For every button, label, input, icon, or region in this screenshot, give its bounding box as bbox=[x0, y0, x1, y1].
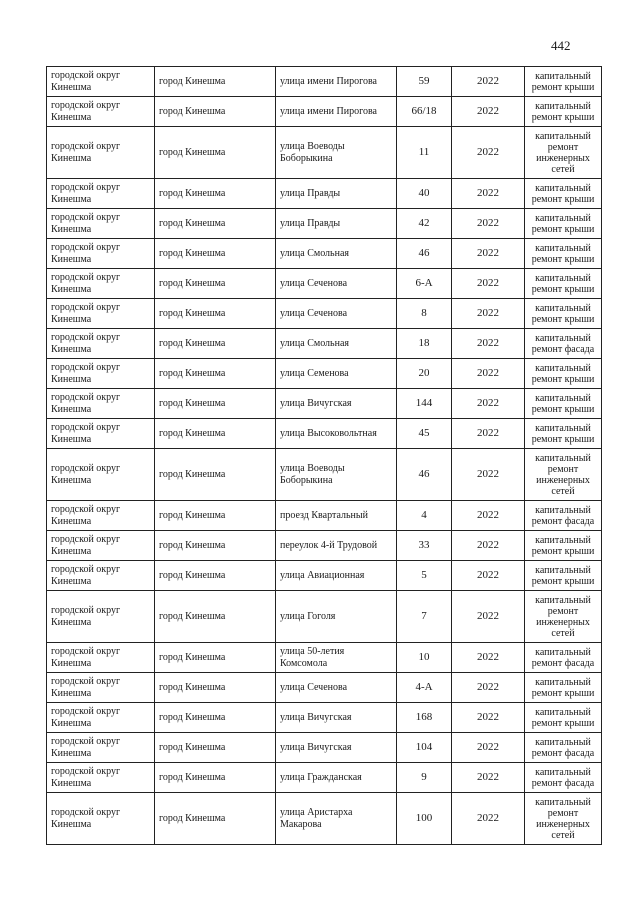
work-type-cell: капитальный ремонт фасада bbox=[525, 329, 602, 359]
table-row bbox=[47, 239, 602, 269]
street-cell: улица Смольная bbox=[276, 329, 397, 359]
house-number-cell: 46 bbox=[397, 449, 452, 501]
year-cell: 2022 bbox=[452, 703, 525, 733]
street-cell: улица Правды bbox=[276, 209, 397, 239]
housing-repair-table bbox=[46, 66, 602, 845]
year-cell: 2022 bbox=[452, 269, 525, 299]
city-cell: город Кинешма bbox=[155, 763, 276, 793]
district-cell: городской округ Кинешма bbox=[47, 299, 155, 329]
city-cell: город Кинешма bbox=[155, 67, 276, 97]
district-cell: городской округ Кинешма bbox=[47, 269, 155, 299]
city-cell: город Кинешма bbox=[155, 299, 276, 329]
work-type-cell: капитальный ремонт инженерных сетей bbox=[525, 127, 602, 179]
house-number-cell: 6-А bbox=[397, 269, 452, 299]
district-cell: городской округ Кинешма bbox=[47, 389, 155, 419]
district-cell: городской округ Кинешма bbox=[47, 239, 155, 269]
district-cell: городской округ Кинешма bbox=[47, 793, 155, 845]
house-number-cell: 59 bbox=[397, 67, 452, 97]
city-cell: город Кинешма bbox=[155, 359, 276, 389]
year-cell: 2022 bbox=[452, 329, 525, 359]
table-row bbox=[47, 359, 602, 389]
city-cell: город Кинешма bbox=[155, 531, 276, 561]
work-type-cell: капитальный ремонт крыши bbox=[525, 269, 602, 299]
district-cell: городской округ Кинешма bbox=[47, 359, 155, 389]
district-cell: городской округ Кинешма bbox=[47, 733, 155, 763]
street-cell: улица Сеченова bbox=[276, 673, 397, 703]
street-cell: улица Воеводы Боборыкина bbox=[276, 449, 397, 501]
city-cell: город Кинешма bbox=[155, 733, 276, 763]
district-cell: городской округ Кинешма bbox=[47, 763, 155, 793]
year-cell: 2022 bbox=[452, 239, 525, 269]
year-cell: 2022 bbox=[452, 763, 525, 793]
table-row bbox=[47, 67, 602, 97]
table-row bbox=[47, 449, 602, 501]
work-type-cell: капитальный ремонт крыши bbox=[525, 359, 602, 389]
house-number-cell: 40 bbox=[397, 179, 452, 209]
house-number-cell: 10 bbox=[397, 643, 452, 673]
table-row bbox=[47, 703, 602, 733]
district-cell: городской округ Кинешма bbox=[47, 703, 155, 733]
work-type-cell: капитальный ремонт крыши bbox=[525, 389, 602, 419]
year-cell: 2022 bbox=[452, 299, 525, 329]
street-cell: проезд Квартальный bbox=[276, 501, 397, 531]
district-cell: городской округ Кинешма bbox=[47, 329, 155, 359]
street-cell: улица Вичугская bbox=[276, 733, 397, 763]
house-number-cell: 5 bbox=[397, 561, 452, 591]
year-cell: 2022 bbox=[452, 209, 525, 239]
district-cell: городской округ Кинешма bbox=[47, 531, 155, 561]
street-cell: улица Вичугская bbox=[276, 703, 397, 733]
work-type-cell: капитальный ремонт крыши bbox=[525, 67, 602, 97]
district-cell: городской округ Кинешма bbox=[47, 127, 155, 179]
year-cell: 2022 bbox=[452, 643, 525, 673]
work-type-cell: капитальный ремонт крыши bbox=[525, 673, 602, 703]
work-type-cell: капитальный ремонт фасада bbox=[525, 501, 602, 531]
table-row bbox=[47, 179, 602, 209]
district-cell: городской округ Кинешма bbox=[47, 209, 155, 239]
street-cell: улица имени Пирогова bbox=[276, 97, 397, 127]
district-cell: городской округ Кинешма bbox=[47, 67, 155, 97]
street-cell: переулок 4-й Трудовой bbox=[276, 531, 397, 561]
work-type-cell: капитальный ремонт крыши bbox=[525, 703, 602, 733]
house-number-cell: 11 bbox=[397, 127, 452, 179]
street-cell: улица Гражданская bbox=[276, 763, 397, 793]
house-number-cell: 18 bbox=[397, 329, 452, 359]
table-row bbox=[47, 329, 602, 359]
table-row bbox=[47, 591, 602, 643]
table-row bbox=[47, 209, 602, 239]
work-type-cell: капитальный ремонт крыши bbox=[525, 179, 602, 209]
house-number-cell: 4-А bbox=[397, 673, 452, 703]
year-cell: 2022 bbox=[452, 67, 525, 97]
year-cell: 2022 bbox=[452, 179, 525, 209]
table-row bbox=[47, 269, 602, 299]
work-type-cell: капитальный ремонт фасада bbox=[525, 643, 602, 673]
house-number-cell: 104 bbox=[397, 733, 452, 763]
year-cell: 2022 bbox=[452, 359, 525, 389]
city-cell: город Кинешма bbox=[155, 449, 276, 501]
year-cell: 2022 bbox=[452, 793, 525, 845]
table-body bbox=[47, 67, 602, 845]
city-cell: город Кинешма bbox=[155, 793, 276, 845]
house-number-cell: 144 bbox=[397, 389, 452, 419]
house-number-cell: 8 bbox=[397, 299, 452, 329]
street-cell: улица Правды bbox=[276, 179, 397, 209]
house-number-cell: 4 bbox=[397, 501, 452, 531]
street-cell: улица Высоковольтная bbox=[276, 419, 397, 449]
year-cell: 2022 bbox=[452, 389, 525, 419]
work-type-cell: капитальный ремонт фасада bbox=[525, 733, 602, 763]
house-number-cell: 33 bbox=[397, 531, 452, 561]
year-cell: 2022 bbox=[452, 733, 525, 763]
table-row bbox=[47, 299, 602, 329]
district-cell: городской округ Кинешма bbox=[47, 419, 155, 449]
house-number-cell: 100 bbox=[397, 793, 452, 845]
city-cell: город Кинешма bbox=[155, 269, 276, 299]
city-cell: город Кинешма bbox=[155, 561, 276, 591]
house-number-cell: 46 bbox=[397, 239, 452, 269]
table-row bbox=[47, 501, 602, 531]
city-cell: город Кинешма bbox=[155, 591, 276, 643]
work-type-cell: капитальный ремонт крыши bbox=[525, 531, 602, 561]
year-cell: 2022 bbox=[452, 127, 525, 179]
work-type-cell: капитальный ремонт крыши bbox=[525, 561, 602, 591]
city-cell: город Кинешма bbox=[155, 419, 276, 449]
street-cell: улица Сеченова bbox=[276, 299, 397, 329]
work-type-cell: капитальный ремонт крыши bbox=[525, 239, 602, 269]
year-cell: 2022 bbox=[452, 419, 525, 449]
year-cell: 2022 bbox=[452, 591, 525, 643]
year-cell: 2022 bbox=[452, 501, 525, 531]
street-cell: улица Сеченова bbox=[276, 269, 397, 299]
table-row bbox=[47, 793, 602, 845]
year-cell: 2022 bbox=[452, 561, 525, 591]
work-type-cell: капитальный ремонт крыши bbox=[525, 419, 602, 449]
city-cell: город Кинешма bbox=[155, 239, 276, 269]
table-row bbox=[47, 643, 602, 673]
district-cell: городской округ Кинешма bbox=[47, 179, 155, 209]
house-number-cell: 168 bbox=[397, 703, 452, 733]
house-number-cell: 42 bbox=[397, 209, 452, 239]
house-number-cell: 45 bbox=[397, 419, 452, 449]
city-cell: город Кинешма bbox=[155, 179, 276, 209]
district-cell: городской округ Кинешма bbox=[47, 591, 155, 643]
city-cell: город Кинешма bbox=[155, 209, 276, 239]
year-cell: 2022 bbox=[452, 97, 525, 127]
year-cell: 2022 bbox=[452, 673, 525, 703]
house-number-cell: 66/18 bbox=[397, 97, 452, 127]
city-cell: город Кинешма bbox=[155, 127, 276, 179]
city-cell: город Кинешма bbox=[155, 703, 276, 733]
work-type-cell: капитальный ремонт фасада bbox=[525, 763, 602, 793]
table-row bbox=[47, 389, 602, 419]
work-type-cell: капитальный ремонт крыши bbox=[525, 299, 602, 329]
house-number-cell: 20 bbox=[397, 359, 452, 389]
table-row bbox=[47, 531, 602, 561]
table-row bbox=[47, 673, 602, 703]
street-cell: улица Воеводы Боборыкина bbox=[276, 127, 397, 179]
table-row bbox=[47, 561, 602, 591]
district-cell: городской округ Кинешма bbox=[47, 561, 155, 591]
street-cell: улица имени Пирогова bbox=[276, 67, 397, 97]
year-cell: 2022 bbox=[452, 531, 525, 561]
street-cell: улица Вичугская bbox=[276, 389, 397, 419]
district-cell: городской округ Кинешма bbox=[47, 97, 155, 127]
house-number-cell: 7 bbox=[397, 591, 452, 643]
district-cell: городской округ Кинешма bbox=[47, 673, 155, 703]
city-cell: город Кинешма bbox=[155, 389, 276, 419]
work-type-cell: капитальный ремонт крыши bbox=[525, 97, 602, 127]
district-cell: городской округ Кинешма bbox=[47, 643, 155, 673]
work-type-cell: капитальный ремонт инженерных сетей bbox=[525, 591, 602, 643]
city-cell: город Кинешма bbox=[155, 673, 276, 703]
table-row bbox=[47, 97, 602, 127]
street-cell: улица Смольная bbox=[276, 239, 397, 269]
work-type-cell: капитальный ремонт инженерных сетей bbox=[525, 449, 602, 501]
table-row bbox=[47, 733, 602, 763]
table-row bbox=[47, 763, 602, 793]
table-row bbox=[47, 419, 602, 449]
year-cell: 2022 bbox=[452, 449, 525, 501]
street-cell: улица Аристарха Макарова bbox=[276, 793, 397, 845]
page-number: 442 bbox=[551, 38, 571, 53]
district-cell: городской округ Кинешма bbox=[47, 501, 155, 531]
city-cell: город Кинешма bbox=[155, 97, 276, 127]
city-cell: город Кинешма bbox=[155, 501, 276, 531]
house-number-cell: 9 bbox=[397, 763, 452, 793]
street-cell: улица Гоголя bbox=[276, 591, 397, 643]
table-row bbox=[47, 127, 602, 179]
work-type-cell: капитальный ремонт крыши bbox=[525, 209, 602, 239]
city-cell: город Кинешма bbox=[155, 643, 276, 673]
work-type-cell: капитальный ремонт инженерных сетей bbox=[525, 793, 602, 845]
street-cell: улица Семенова bbox=[276, 359, 397, 389]
city-cell: город Кинешма bbox=[155, 329, 276, 359]
street-cell: улица 50-летия Комсомола bbox=[276, 643, 397, 673]
street-cell: улица Авиационная bbox=[276, 561, 397, 591]
district-cell: городской округ Кинешма bbox=[47, 449, 155, 501]
